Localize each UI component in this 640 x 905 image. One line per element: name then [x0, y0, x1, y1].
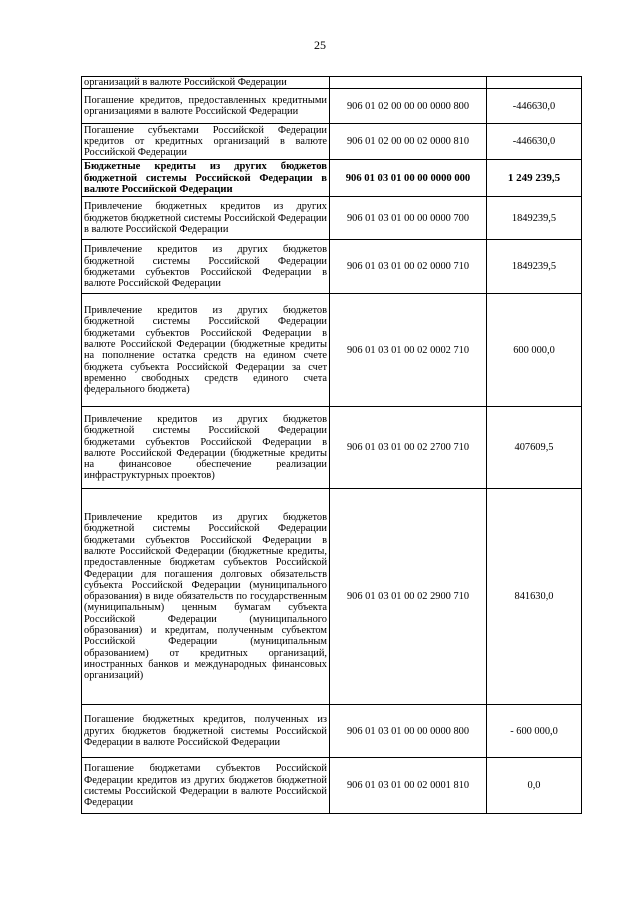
row-amount: 1849239,5 — [487, 197, 582, 240]
table-row — [82, 240, 582, 294]
row-code: 906 01 03 01 00 02 0002 710 — [330, 294, 487, 407]
table-row — [82, 89, 582, 124]
table-row — [82, 758, 582, 814]
row-amount — [487, 77, 582, 89]
budget-sources-table — [81, 76, 582, 814]
table-row — [82, 294, 582, 407]
row-code: 906 01 03 01 00 00 0000 800 — [330, 705, 487, 758]
row-name: Привлечение кредитов из других бюджетов бюджетной системы Российской Федерации бюджетами субъектов Российской Федерации в валюте Российской Федерации — [82, 240, 330, 294]
row-amount: 600 000,0 — [487, 294, 582, 407]
row-name: Привлечение кредитов из других бюджетов бюджетной системы Российской Федерации бюджетами субъектов Российской Федерации в валюте Российской Федерации (бюджетные кредиты на финансовое обеспечение реализации инфраструктурных проектов) — [82, 407, 330, 489]
row-amount: -446630,0 — [487, 124, 582, 160]
row-code: 906 01 03 01 00 02 0000 710 — [330, 240, 487, 294]
row-code: 906 01 03 01 00 00 0000 700 — [330, 197, 487, 240]
row-amount: 0,0 — [487, 758, 582, 814]
row-name: организаций в валюте Российской Федерации — [82, 77, 330, 89]
table-row — [82, 705, 582, 758]
row-amount: - 600 000,0 — [487, 705, 582, 758]
row-code: 906 01 03 01 00 00 0000 000 — [330, 160, 487, 197]
table-row — [82, 489, 582, 705]
row-name: Погашение субъектами Российской Федерации кредитов от кредитных организаций в валюте Российской Федерации — [82, 124, 330, 160]
row-name: Привлечение кредитов из других бюджетов бюджетной системы Российской Федерации бюджетами субъектов Российской Федерации в валюте Российской Федерации (бюджетные кредиты на пополнение остатка средств на едином счете бюджета субъекта Российской Федерации за счет временно свободных средств единого счета федерального бюджета) — [82, 294, 330, 407]
row-code: 906 01 03 01 00 02 0001 810 — [330, 758, 487, 814]
row-amount: 407609,5 — [487, 407, 582, 489]
row-name: Привлечение бюджетных кредитов из других бюджетов бюджетной системы Российской Федерации в валюте Российской Федерации — [82, 197, 330, 240]
row-amount: 1849239,5 — [487, 240, 582, 294]
row-amount: 841630,0 — [487, 489, 582, 705]
row-code: 906 01 03 01 00 02 2700 710 — [330, 407, 487, 489]
row-amount: 1 249 239,5 — [487, 160, 582, 197]
row-name: Погашение бюджетами субъектов Российской Федерации кредитов из других бюджетов бюджетной системы Российской Федерации в валюте Российской Федерации — [82, 758, 330, 814]
row-code: 906 01 02 00 00 02 0000 810 — [330, 124, 487, 160]
row-name: Привлечение кредитов из других бюджетов бюджетной системы Российской Федерации бюджетами субъектов Российской Федерации в валюте Российской Федерации (бюджетные кредиты, предоставленные бюджетам субъектов Российской Федерации для погашения долговых обязательств субъекта Российской Федерации (муниципального образования) в виде обязательств по государственным (муниципальным) ценным бумагам субъекта Российской Федерации (муниципального образования) и кредитам, полученным субъектом Российской Федерации (муниципальным образованием) от кредитных организаций, иностранных банков и международных финансовых организаций) — [82, 489, 330, 705]
row-code — [330, 77, 487, 89]
table-row — [82, 77, 582, 89]
table-row — [82, 124, 582, 160]
table-row — [82, 407, 582, 489]
row-name: Бюджетные кредиты из других бюджетов бюджетной системы Российской Федерации в валюте Российской Федерации — [82, 160, 330, 197]
page-number: 25 — [314, 38, 326, 52]
row-name: Погашение бюджетных кредитов, полученных из других бюджетов бюджетной системы Российской Федерации в валюте Российской Федерации — [82, 705, 330, 758]
row-name: Погашение кредитов, предоставленных кредитными организациями в валюте Российской Федерации — [82, 89, 330, 124]
row-code: 906 01 02 00 00 00 0000 800 — [330, 89, 487, 124]
table-row — [82, 160, 582, 197]
row-amount: -446630,0 — [487, 89, 582, 124]
row-code: 906 01 03 01 00 02 2900 710 — [330, 489, 487, 705]
table-row — [82, 197, 582, 240]
